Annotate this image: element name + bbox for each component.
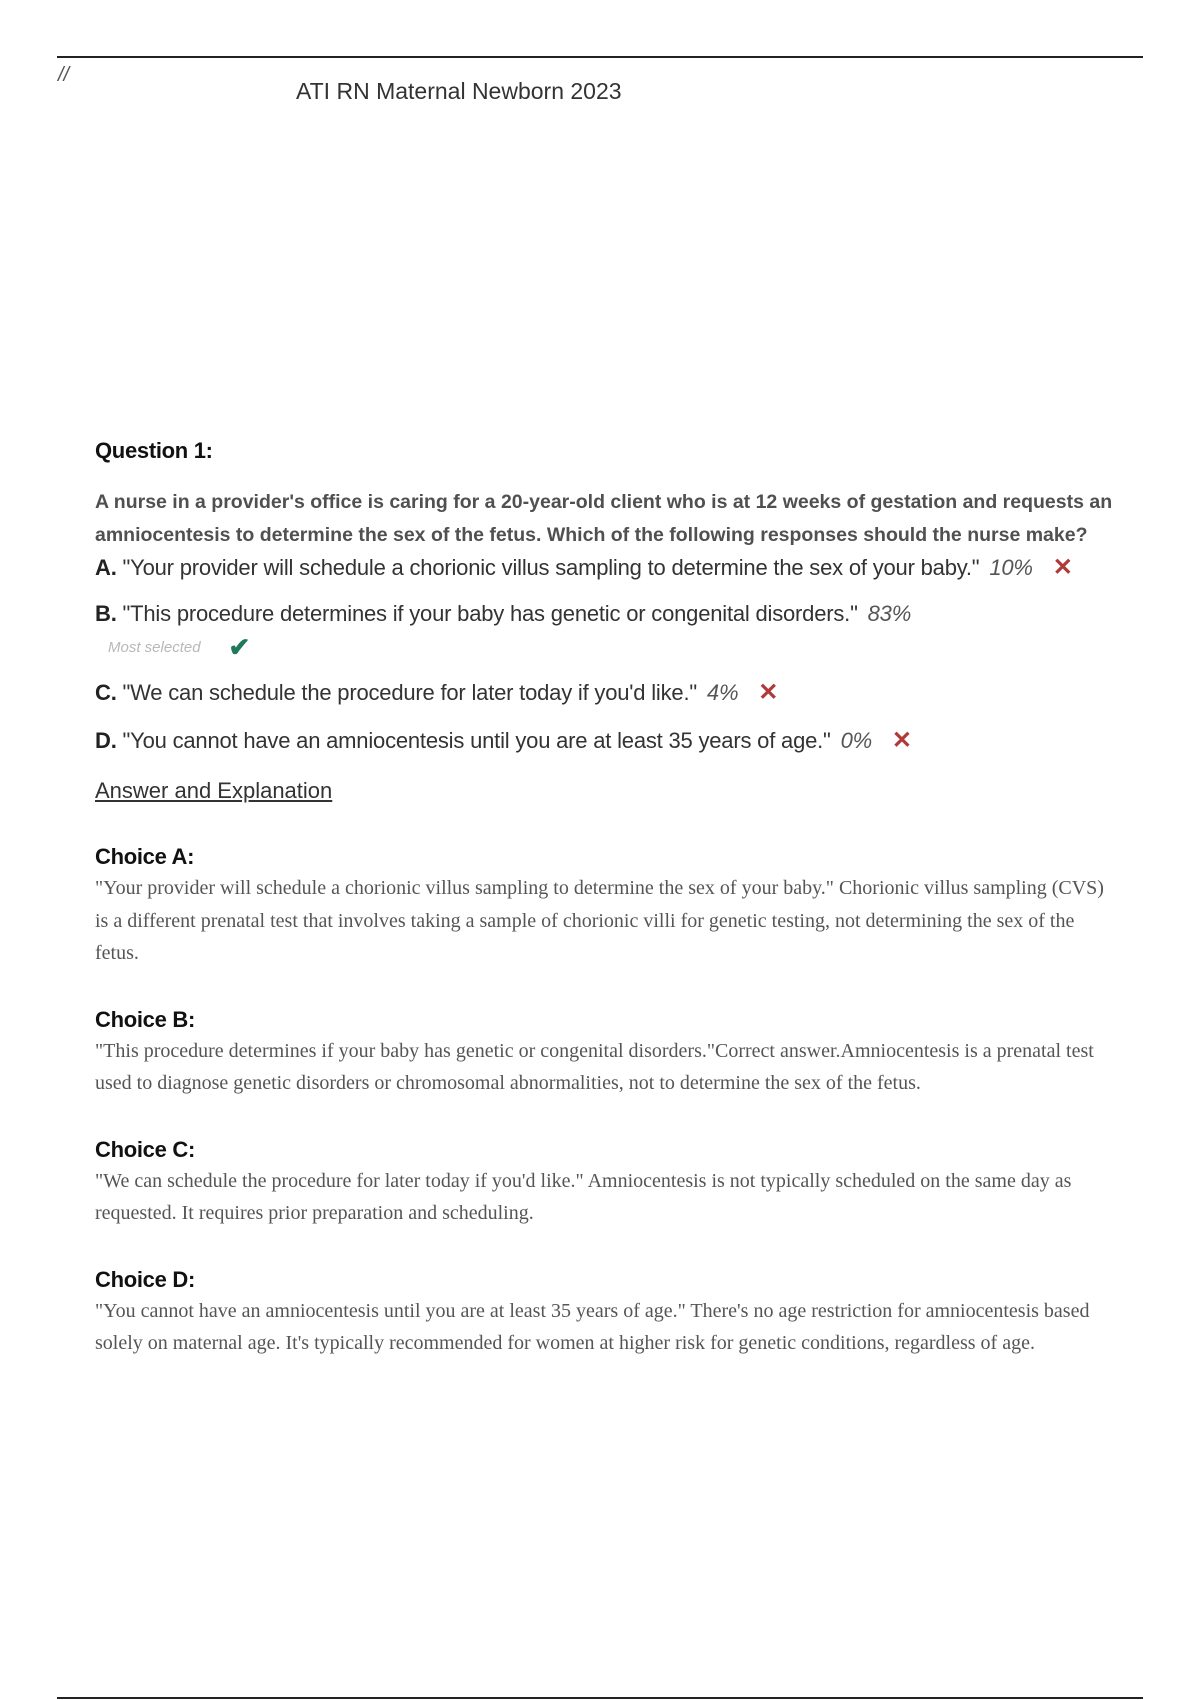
- choice-text: "This procedure determines if your baby has genetic or congenital disorders.": [122, 601, 858, 626]
- top-rule: [57, 56, 1143, 58]
- explanation-heading: Choice B:: [95, 1006, 195, 1032]
- choice-text: "You cannot have an amniocentesis until you are at least 35 years of age.": [122, 728, 831, 753]
- explanation-heading: Choice A:: [95, 844, 195, 869]
- choice-percent: 4%: [706, 680, 739, 705]
- choice-percent: 83%: [867, 601, 912, 626]
- choice-letter: C.: [95, 680, 117, 705]
- choice-text: "We can schedule the procedure for later today if you'd like.": [122, 680, 697, 705]
- choice-percent: 10%: [989, 555, 1033, 580]
- explanation-text: "Your provider will schedule a chorionic villus sampling to determine the sex of your baby." Chorionic villus sampling (CVS) is a different prenatal test that involves taking a sample of chorionic villi for genetic testing, not determining the sex of the fetus.: [95, 877, 1104, 964]
- bottom-rule: [57, 1697, 1143, 1699]
- question-section: [95, 438, 1115, 1360]
- x-mark-icon: ✕: [1052, 554, 1073, 581]
- explanation-choice-d: [95, 1267, 1115, 1360]
- answer-explanation-link[interactable]: Answer and Explanation: [95, 778, 333, 803]
- x-mark-icon: ✕: [758, 679, 779, 706]
- explanation-text: "You cannot have an amniocentesis until you are at least 35 years of age." There's no age restriction for amniocentesis based solely on maternal age. It's typically recommended for women at higher risk for genetic conditions, regardless of age.: [95, 1299, 1090, 1354]
- explanation-choice-b: [95, 1007, 1115, 1100]
- header-slashes: //: [58, 64, 70, 86]
- choice-c[interactable]: [95, 676, 1115, 709]
- choice-letter: B.: [95, 601, 117, 626]
- most-selected-label: Most selected: [108, 638, 201, 656]
- choice-letter: A.: [95, 555, 117, 580]
- choice-letter: D.: [95, 728, 117, 753]
- explanation-text: "This procedure determines if your baby has genetic or congenital disorders."Correct answer.Amniocentesis is a prenatal test used to diagnose genetic disorders or chromosomal abnormalities, not to determine the sex of the fetus.: [95, 1039, 1094, 1094]
- explanation-choice-c: [95, 1137, 1115, 1230]
- question-stem: A nurse in a provider's office is caring for a 20-year-old client who is at 12 weeks of gestation and requests an amniocentesis to determine the sex of the fetus. Which of the following responses should the nurse make?: [95, 491, 1113, 546]
- choice-a[interactable]: [95, 551, 1115, 584]
- choice-b[interactable]: [95, 597, 1115, 630]
- question-heading: Question 1:: [95, 438, 213, 463]
- choice-d[interactable]: [95, 724, 1115, 757]
- explanation-heading: Choice C:: [95, 1136, 195, 1162]
- document-title: ATI RN Maternal Newborn 2023: [296, 78, 622, 104]
- check-mark-icon: ✔: [228, 632, 251, 662]
- x-mark-icon: ✕: [891, 727, 912, 754]
- choice-text: "Your provider will schedule a chorionic villus sampling to determine the sex of your baby.": [122, 555, 980, 580]
- most-selected-row: [95, 630, 1115, 664]
- explanation-choice-a: [95, 844, 1115, 970]
- explanation-text: "We can schedule the procedure for later today if you'd like." Amniocentesis is not typically scheduled on the same day as requested. It requires prior preparation and scheduling.: [95, 1169, 1072, 1224]
- choice-percent: 0%: [840, 728, 872, 753]
- explanation-heading: Choice D:: [95, 1266, 195, 1292]
